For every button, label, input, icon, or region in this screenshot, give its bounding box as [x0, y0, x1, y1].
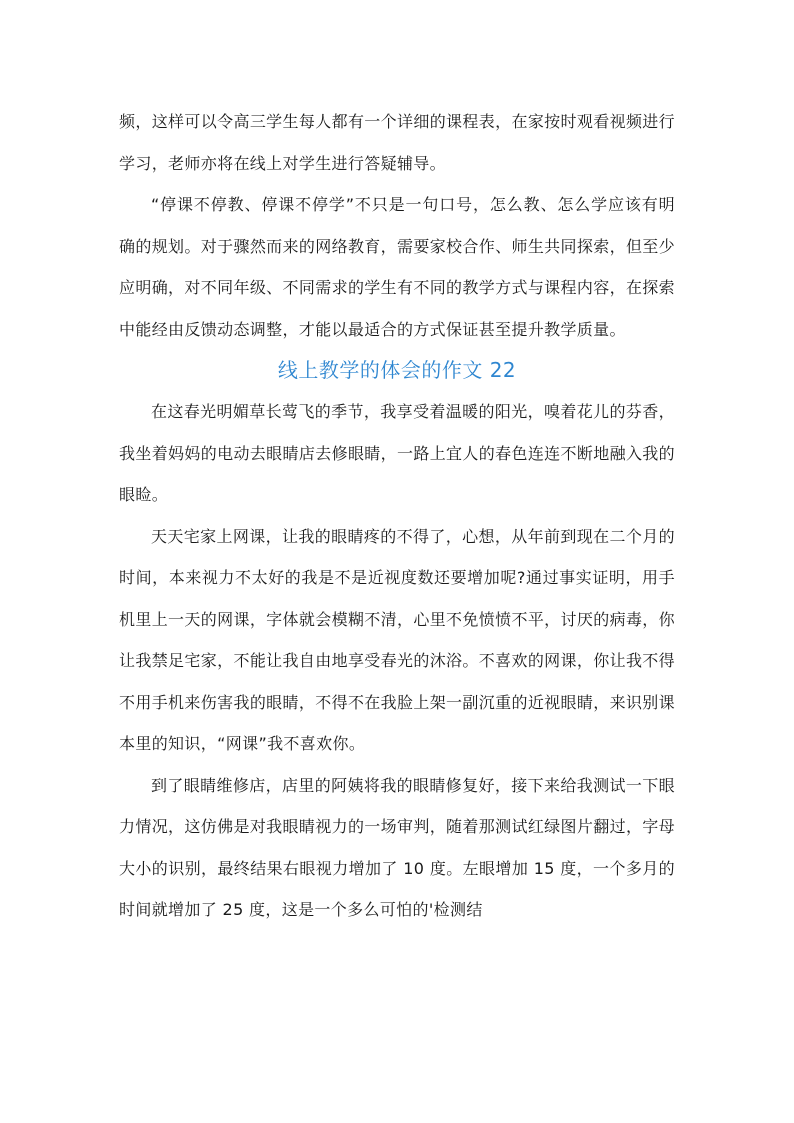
paragraph-online-class: 天天宅家上网课，让我的眼睛疼的不得了，心想，从年前到现在二个月的时间，本来视力不太好的我是不是近视度数还要增加呢?通过事实证明，用手机里上一天的网课，字体就会模糊不清，心里不免愤愤不平，讨厌的病毒，你让我禁足宅家，不能让我自由地享受春光的沐浴。不喜欢的网课，你让我不得不用手机来伤害我的眼睛，不得不在我脸上架一副沉重的近视眼睛，来识别课本里的知识，“网课”我不喜欢你。 [119, 526, 675, 753]
section-heading: 线上教学的体会的作文 22 [277, 358, 517, 382]
paragraph-continuation: 频，这样可以令高三学生每人都有一个详细的课程表，在家按时观看视频进行学习，老师亦将在线上对学生进行答疑辅导。 [119, 112, 675, 173]
paragraph-spring: 在这春光明媚草长莺飞的季节，我享受着温暖的阳光，嗅着花儿的芬香，我坐着妈妈的电动去眼睛店去修眼睛，一路上宜人的春色连连不断地融入我的眼睑。 [119, 402, 675, 504]
paragraph-slogan: “停课不停教、停课不停学”不只是一句口号，怎么教、怎么学应该有明确的规划。对于骤然而来的网络教育，需要家校合作、师生共同探索，但至少应明确，对不同年级、不同需求的学生有不同的教学方式与课程内容，在探索中能经由反馈动态调整，才能以最适合的方式保证甚至提升教学质量。 [119, 195, 675, 339]
document-body [119, 101, 675, 931]
paragraph-eye-shop: 到了眼睛维修店，店里的阿姨将我的眼睛修复好，接下来给我测试一下眼力情况，这仿佛是对我眼睛视力的一场审判，随着那测试红绿图片翻过，字母大小的识别，最终结果右眼视力增加了 10 度。左眼增加 15 度，一个多月的时间就增加了 25 度，这是一个多么可怕的'检测结 [119, 775, 675, 919]
